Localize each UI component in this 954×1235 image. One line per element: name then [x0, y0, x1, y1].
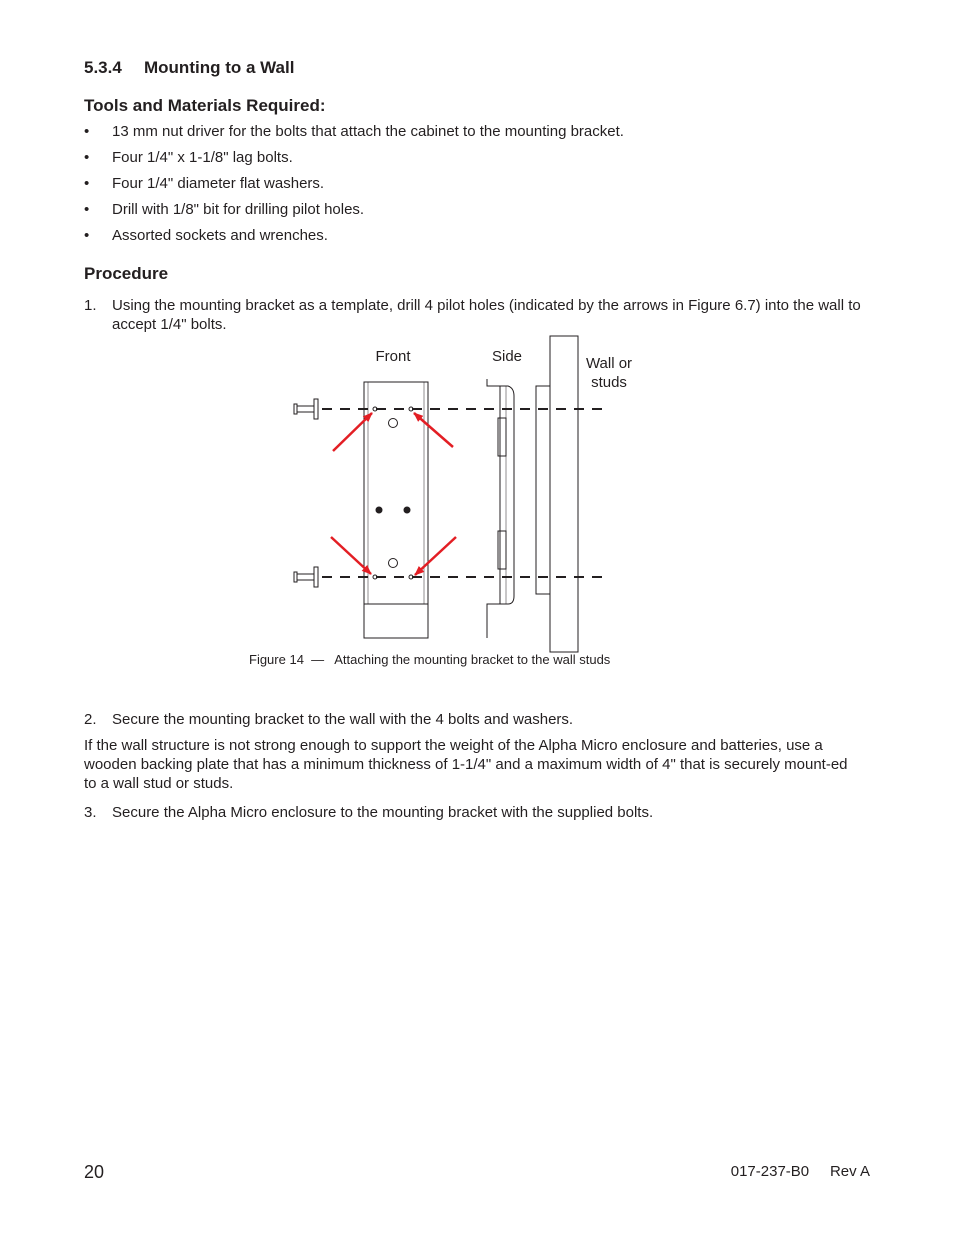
page-number: 20 [84, 1162, 105, 1182]
procedure-heading: Procedure [84, 264, 169, 283]
side-label: Side [491, 348, 523, 365]
wall-label-line2: studs [591, 374, 627, 391]
procedure-step-3 [84, 803, 874, 822]
tools-heading: Tools and Materials Required: [84, 96, 326, 115]
step-number: 2. [84, 711, 97, 728]
list-item: • Assorted sockets and wrenches. [84, 227, 328, 244]
step-number: 1. [84, 297, 97, 314]
figure-caption: Figure 14 — Attaching the mounting bracket to the wall studs [249, 652, 611, 667]
list-item: • Four 1/4" diameter flat washers. [84, 175, 325, 192]
step-text: Secure the Alpha Micro enclosure to the mounting bracket with the supplied bolts. [112, 804, 654, 821]
backing-plate-note: If the wall structure is not strong enough to support the weight of the Alpha Micro enclosure and batteries, use a wooden backing plate that has a minimum thickness of 1-1/4" and a maximum width of 4" that is securely mount-ed to a wall stud or studs. [84, 737, 848, 792]
document-id: 017-237-B0 Rev A [730, 1163, 870, 1180]
step-number: 3. [84, 804, 97, 821]
list-item: • Four 1/4" x 1-1/8" lag bolts. [84, 149, 293, 166]
wall-label-line1: Wall or [585, 355, 633, 372]
wall-studs [536, 336, 578, 652]
bottom-bolt [294, 567, 318, 587]
step-text: Secure the mounting bracket to the wall with the 4 bolts and washers. [112, 711, 574, 728]
section-title: Mounting to a Wall [144, 58, 295, 77]
side-bracket [487, 379, 514, 638]
front-label: Front [375, 348, 411, 365]
top-bolt [294, 399, 318, 419]
section-number: 5.3.4 [84, 58, 122, 77]
front-bracket [364, 382, 428, 638]
list-item: • Drill with 1/8" bit for drilling pilot holes. [84, 201, 365, 218]
procedure-step-2 [84, 710, 874, 729]
list-item: • 13 mm nut driver for the bolts that attach the cabinet to the mounting bracket. [84, 123, 624, 140]
step-text: Using the mounting bracket as a template, drill 4 pilot holes (indicated by the arrows in Figure 6.7) into the wall to accept 1/4" bolts. [112, 297, 861, 333]
pilot-hole-arrows [331, 413, 456, 575]
